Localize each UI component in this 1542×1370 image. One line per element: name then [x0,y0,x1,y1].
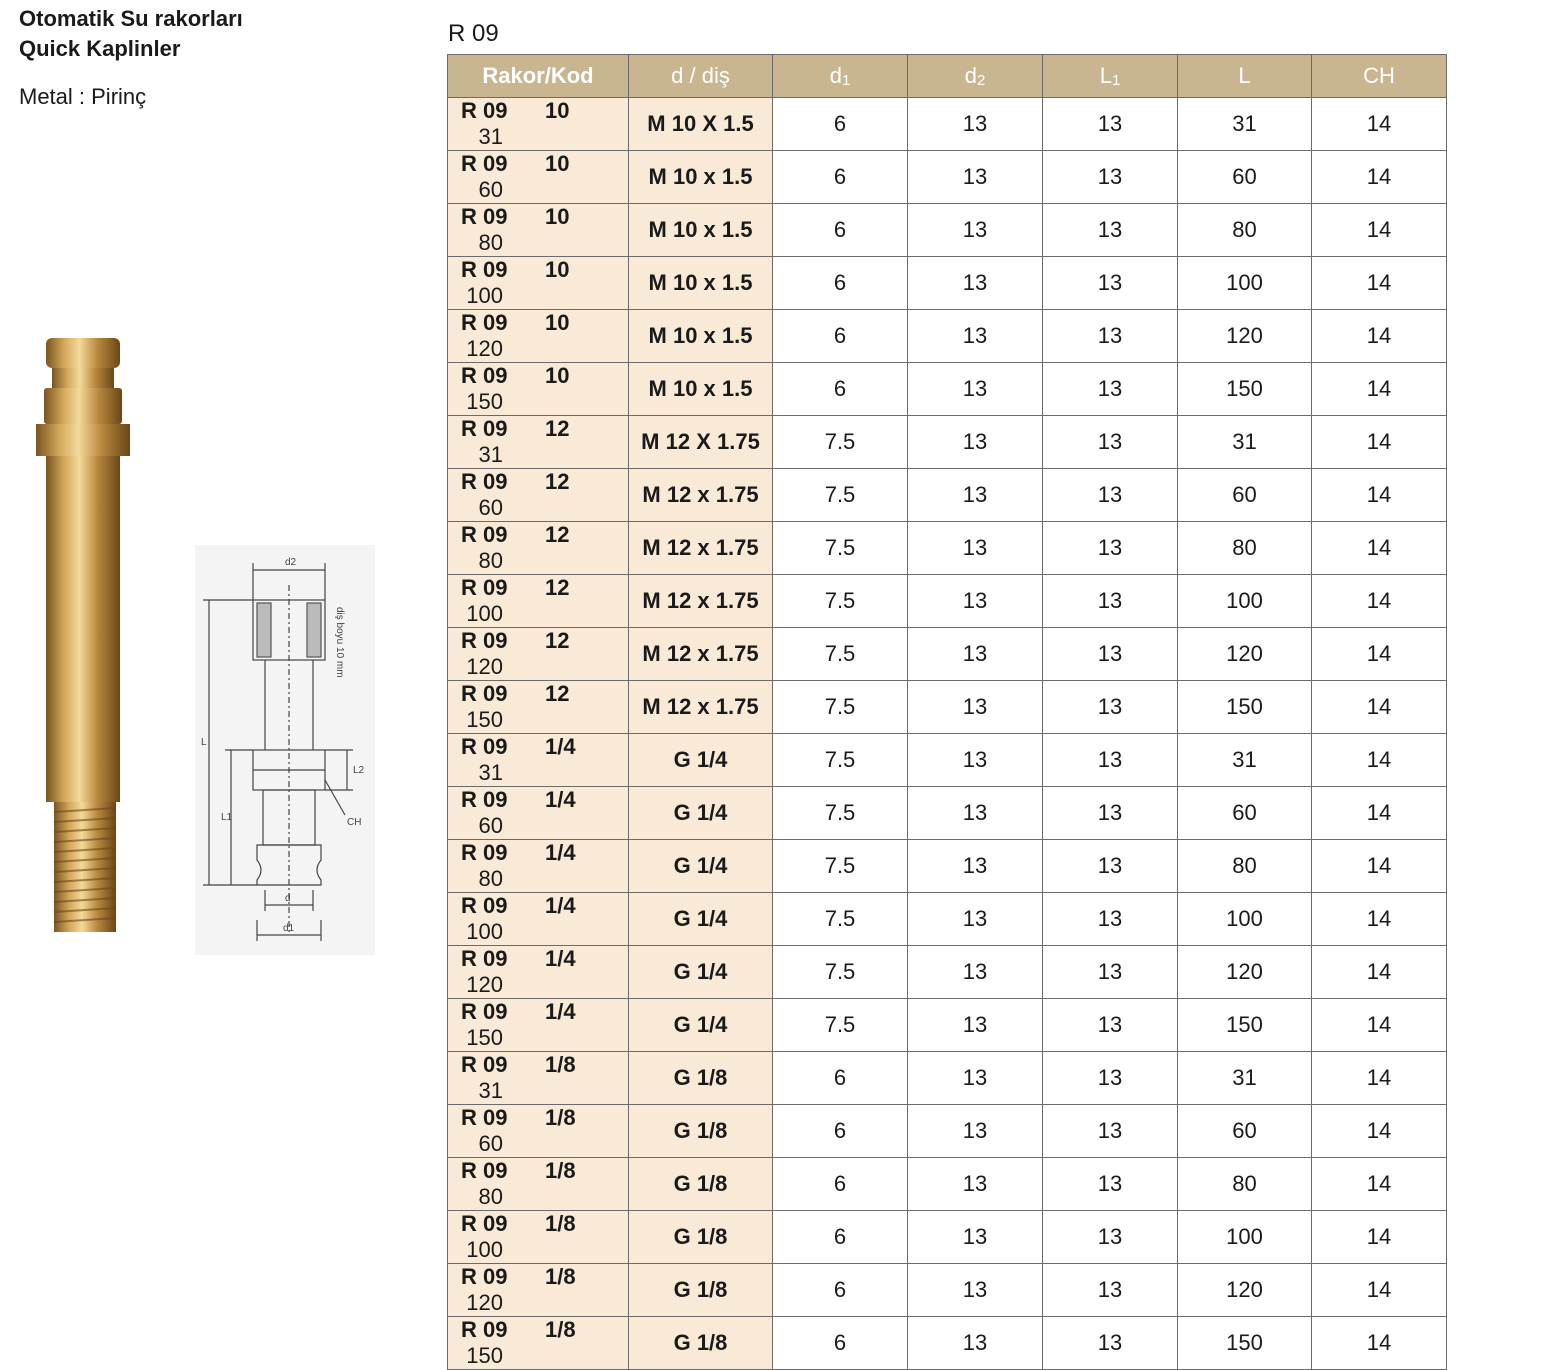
cell-L1: 13 [1043,893,1178,946]
kod-size: 12 [545,416,570,441]
table-row [448,151,1447,204]
cell-dis: M 12 X 1.75 [629,416,773,469]
kod-size: 1/8 [545,1158,576,1183]
cell-kod [448,1211,629,1264]
kod-length: 120 [466,654,503,679]
cell-L1: 13 [1043,363,1178,416]
cell-L1: 13 [1043,1052,1178,1105]
model-code: R 09 [448,20,499,47]
cell-d2: 13 [908,1264,1043,1317]
cell-d1: 7.5 [773,893,908,946]
cell-kod [448,999,629,1052]
kod-length: 100 [466,919,503,944]
table-row [448,522,1447,575]
cell-L1: 13 [1043,787,1178,840]
cell-dis: G 1/8 [629,1052,773,1105]
kod-series: R 09 [461,469,508,494]
cell-L1: 13 [1043,946,1178,999]
table-row [448,734,1447,787]
drawing-label-L: L [201,737,207,748]
cell-kod [448,363,629,416]
table-row [448,1264,1447,1317]
table-row [448,257,1447,310]
table-row [448,999,1447,1052]
kod-length: 31 [478,124,503,149]
kod-length: 150 [466,389,503,414]
cell-d2: 13 [908,416,1043,469]
cell-kod [448,1158,629,1211]
kod-length: 60 [478,177,503,202]
cell-d2: 13 [908,1317,1043,1370]
cell-L1: 13 [1043,522,1178,575]
kod-size: 12 [545,681,570,706]
kod-size: 12 [545,522,570,547]
kod-length: 120 [466,1290,503,1315]
cell-kod [448,1317,629,1370]
cell-L1: 13 [1043,999,1178,1052]
column-header-d1-sub: 1 [841,72,851,89]
drawing-label-CH: CH [347,817,362,828]
kod-series: R 09 [461,1211,508,1236]
column-header-dis: d / diş [629,55,773,98]
cell-CH: 14 [1312,416,1447,469]
cell-d1: 7.5 [773,787,908,840]
kod-series: R 09 [461,151,508,176]
kod-series: R 09 [461,946,508,971]
kod-size: 12 [545,469,570,494]
cell-L: 120 [1178,628,1312,681]
kod-length: 31 [478,760,503,785]
table-header-row [448,55,1447,98]
cell-d1: 6 [773,1052,908,1105]
cell-L1: 13 [1043,204,1178,257]
cell-dis: M 12 x 1.75 [629,628,773,681]
cell-dis: G 1/4 [629,787,773,840]
cell-CH: 14 [1312,1211,1447,1264]
cell-L1: 13 [1043,310,1178,363]
cell-d1: 7.5 [773,575,908,628]
cell-L: 100 [1178,893,1312,946]
cell-L: 80 [1178,1158,1312,1211]
cell-kod [448,946,629,999]
table-row [448,1211,1447,1264]
cell-d1: 7.5 [773,946,908,999]
table-body [448,98,1447,1370]
cell-L: 120 [1178,1264,1312,1317]
kod-series: R 09 [461,204,508,229]
cell-CH: 14 [1312,946,1447,999]
column-header-L: L [1178,55,1312,98]
kod-length: 60 [478,1131,503,1156]
kod-series: R 09 [461,1052,508,1077]
cell-dis: M 10 X 1.5 [629,98,773,151]
cell-kod [448,628,629,681]
kod-series: R 09 [461,840,508,865]
cell-L: 150 [1178,363,1312,416]
kod-length: 80 [478,548,503,573]
table-row [448,575,1447,628]
kod-size: 12 [545,575,570,600]
cell-L1: 13 [1043,628,1178,681]
kod-series: R 09 [461,628,508,653]
column-header-d1 [773,55,908,98]
column-header-L1 [1043,55,1178,98]
cell-L: 100 [1178,257,1312,310]
cell-d1: 6 [773,363,908,416]
cell-d1: 6 [773,310,908,363]
cell-L1: 13 [1043,840,1178,893]
cell-d2: 13 [908,787,1043,840]
cell-dis: M 10 x 1.5 [629,257,773,310]
kod-series: R 09 [461,681,508,706]
cell-dis: G 1/8 [629,1211,773,1264]
cell-d1: 7.5 [773,681,908,734]
drawing-label-L1: L1 [221,812,233,823]
table-row [448,787,1447,840]
cell-kod [448,681,629,734]
table-row [448,310,1447,363]
kod-series: R 09 [461,310,508,335]
kod-length: 80 [478,230,503,255]
cell-dis: M 10 x 1.5 [629,204,773,257]
kod-series: R 09 [461,734,508,759]
cell-d2: 13 [908,840,1043,893]
cell-CH: 14 [1312,257,1447,310]
cell-dis: G 1/4 [629,946,773,999]
cell-dis: M 12 x 1.75 [629,522,773,575]
kod-size: 1/8 [545,1211,576,1236]
cell-L: 60 [1178,151,1312,204]
cell-kod [448,310,629,363]
cell-CH: 14 [1312,151,1447,204]
cell-L: 120 [1178,310,1312,363]
cell-L1: 13 [1043,469,1178,522]
drawing-label-d2: d2 [285,557,297,568]
table-row [448,1052,1447,1105]
column-header-L1-sub: 1 [1111,72,1121,89]
cell-CH: 14 [1312,734,1447,787]
cell-d1: 6 [773,1317,908,1370]
cell-L: 31 [1178,416,1312,469]
cell-d1: 7.5 [773,522,908,575]
cell-kod [448,469,629,522]
cell-kod [448,575,629,628]
cell-CH: 14 [1312,1264,1447,1317]
cell-d2: 13 [908,575,1043,628]
kod-size: 12 [545,628,570,653]
kod-length: 150 [466,1343,503,1368]
material-label: Metal : Pirinç [19,84,147,109]
kod-size: 10 [545,151,570,176]
cell-dis: G 1/8 [629,1105,773,1158]
kod-series: R 09 [461,893,508,918]
cell-L: 31 [1178,1052,1312,1105]
cell-CH: 14 [1312,893,1447,946]
cell-L1: 13 [1043,98,1178,151]
cell-CH: 14 [1312,1052,1447,1105]
cell-d1: 7.5 [773,840,908,893]
kod-length: 150 [466,1025,503,1050]
cell-L: 80 [1178,204,1312,257]
cell-dis: G 1/4 [629,893,773,946]
cell-CH: 14 [1312,787,1447,840]
kod-length: 31 [478,1078,503,1103]
cell-CH: 14 [1312,681,1447,734]
cell-d2: 13 [908,98,1043,151]
table-row [448,1105,1447,1158]
kod-size: 1/8 [545,1052,576,1077]
cell-CH: 14 [1312,999,1447,1052]
drawing-label-L2: L2 [353,765,365,776]
kod-length: 31 [478,442,503,467]
cell-d2: 13 [908,1105,1043,1158]
kod-series: R 09 [461,522,508,547]
cell-dis: G 1/8 [629,1317,773,1370]
kod-length: 100 [466,601,503,626]
kod-length: 120 [466,972,503,997]
cell-L1: 13 [1043,1105,1178,1158]
cell-d1: 7.5 [773,999,908,1052]
kod-length: 80 [478,866,503,891]
cell-dis: M 10 x 1.5 [629,310,773,363]
kod-size: 1/4 [545,840,576,865]
cell-L: 150 [1178,999,1312,1052]
cell-d1: 6 [773,98,908,151]
cell-CH: 14 [1312,1158,1447,1211]
cell-dis: M 10 x 1.5 [629,151,773,204]
cell-d1: 7.5 [773,734,908,787]
cell-L1: 13 [1043,1158,1178,1211]
cell-dis: M 12 x 1.75 [629,575,773,628]
kod-length: 100 [466,1237,503,1262]
cell-d2: 13 [908,893,1043,946]
kod-size: 1/4 [545,734,576,759]
cell-L: 150 [1178,681,1312,734]
cell-d2: 13 [908,999,1043,1052]
cell-dis: G 1/8 [629,1158,773,1211]
cell-L: 60 [1178,1105,1312,1158]
cell-d2: 13 [908,151,1043,204]
table-row [448,469,1447,522]
cell-d2: 13 [908,946,1043,999]
cell-d1: 7.5 [773,628,908,681]
specification-table [447,54,1447,1370]
cell-L1: 13 [1043,1317,1178,1370]
cell-L: 80 [1178,522,1312,575]
kod-length: 100 [466,283,503,308]
table-row [448,946,1447,999]
cell-L: 100 [1178,575,1312,628]
cell-kod [448,787,629,840]
cell-d2: 13 [908,1052,1043,1105]
cell-d1: 6 [773,151,908,204]
cell-L: 150 [1178,1317,1312,1370]
column-header-d1-main: d [829,63,842,88]
kod-size: 1/4 [545,999,576,1024]
cell-d2: 13 [908,1211,1043,1264]
cell-CH: 14 [1312,204,1447,257]
kod-series: R 09 [461,363,508,388]
cell-d2: 13 [908,1158,1043,1211]
kod-series: R 09 [461,1264,508,1289]
cell-d2: 13 [908,363,1043,416]
kod-length: 80 [478,1184,503,1209]
cell-L: 31 [1178,734,1312,787]
kod-series: R 09 [461,1317,508,1342]
cell-kod [448,98,629,151]
cell-L1: 13 [1043,681,1178,734]
cell-d1: 7.5 [773,469,908,522]
column-header-kod: Rakor/Kod [448,55,629,98]
kod-series: R 09 [461,98,508,123]
cell-kod [448,734,629,787]
table-row [448,1158,1447,1211]
column-header-d2-sub: 2 [976,72,986,89]
table-row [448,840,1447,893]
kod-size: 10 [545,257,570,282]
kod-length: 150 [466,707,503,732]
kod-size: 10 [545,310,570,335]
kod-series: R 09 [461,257,508,282]
cell-CH: 14 [1312,469,1447,522]
cell-kod [448,416,629,469]
cell-L: 31 [1178,98,1312,151]
cell-dis: G 1/4 [629,999,773,1052]
cell-d2: 13 [908,204,1043,257]
kod-length: 60 [478,495,503,520]
kod-length: 120 [466,336,503,361]
cell-L: 80 [1178,840,1312,893]
drawing-label-d1: d1 [283,923,295,934]
kod-size: 1/4 [545,946,576,971]
cell-kod [448,257,629,310]
cell-L1: 13 [1043,257,1178,310]
cell-CH: 14 [1312,310,1447,363]
cell-d2: 13 [908,257,1043,310]
kod-size: 1/4 [545,893,576,918]
cell-kod [448,1105,629,1158]
kod-size: 10 [545,204,570,229]
cell-dis: G 1/4 [629,840,773,893]
kod-length: 60 [478,813,503,838]
column-header-CH: CH [1312,55,1447,98]
cell-d1: 7.5 [773,416,908,469]
table-row [448,628,1447,681]
cell-L1: 13 [1043,734,1178,787]
title-line-1: Otomatik Su rakorları [19,6,243,31]
table-row [448,1317,1447,1370]
cell-kod [448,204,629,257]
table-row [448,893,1447,946]
cell-dis: M 12 x 1.75 [629,469,773,522]
table-row [448,416,1447,469]
cell-CH: 14 [1312,1317,1447,1370]
table-row [448,363,1447,416]
cell-d1: 6 [773,257,908,310]
cell-d1: 6 [773,1158,908,1211]
product-photo [30,330,140,940]
table-row [448,681,1447,734]
kod-size: 1/8 [545,1264,576,1289]
kod-series: R 09 [461,787,508,812]
kod-series: R 09 [461,1158,508,1183]
drawing-label-d: d [285,893,291,904]
cell-CH: 14 [1312,522,1447,575]
kod-series: R 09 [461,416,508,441]
cell-L1: 13 [1043,416,1178,469]
kod-series: R 09 [461,999,508,1024]
drawing-label-thread: diş boyu 10 mm [334,607,345,678]
cell-kod [448,1052,629,1105]
kod-size: 1/4 [545,787,576,812]
cell-d1: 6 [773,1211,908,1264]
cell-d2: 13 [908,734,1043,787]
table-row [448,98,1447,151]
cell-L1: 13 [1043,575,1178,628]
column-header-d2-main: d [964,63,977,88]
kod-series: R 09 [461,575,508,600]
cell-dis: G 1/4 [629,734,773,787]
cell-d2: 13 [908,522,1043,575]
cell-L: 120 [1178,946,1312,999]
cell-d1: 6 [773,204,908,257]
title-line-2: Quick Kaplinler [19,36,181,61]
column-header-d2 [908,55,1043,98]
cell-d2: 13 [908,310,1043,363]
kod-size: 10 [545,98,570,123]
cell-dis: M 12 x 1.75 [629,681,773,734]
technical-drawing [195,545,375,955]
cell-L: 100 [1178,1211,1312,1264]
cell-CH: 14 [1312,575,1447,628]
cell-L: 60 [1178,469,1312,522]
cell-kod [448,840,629,893]
cell-CH: 14 [1312,840,1447,893]
kod-series: R 09 [461,1105,508,1130]
cell-CH: 14 [1312,363,1447,416]
cell-kod [448,893,629,946]
page-heading [19,4,243,64]
cell-L1: 13 [1043,151,1178,204]
cell-d2: 13 [908,681,1043,734]
cell-kod [448,522,629,575]
cell-dis: M 10 x 1.5 [629,363,773,416]
kod-size: 1/8 [545,1105,576,1130]
cell-d1: 6 [773,1105,908,1158]
kod-size: 1/8 [545,1317,576,1342]
cell-kod [448,151,629,204]
table-row [448,204,1447,257]
cell-L: 60 [1178,787,1312,840]
cell-L1: 13 [1043,1264,1178,1317]
cell-CH: 14 [1312,1105,1447,1158]
cell-d2: 13 [908,628,1043,681]
cell-d2: 13 [908,469,1043,522]
cell-kod [448,1264,629,1317]
cell-CH: 14 [1312,628,1447,681]
cell-dis: G 1/8 [629,1264,773,1317]
cell-CH: 14 [1312,98,1447,151]
cell-L1: 13 [1043,1211,1178,1264]
cell-d1: 6 [773,1264,908,1317]
kod-size: 10 [545,363,570,388]
column-header-L1-main: L [1099,63,1112,88]
